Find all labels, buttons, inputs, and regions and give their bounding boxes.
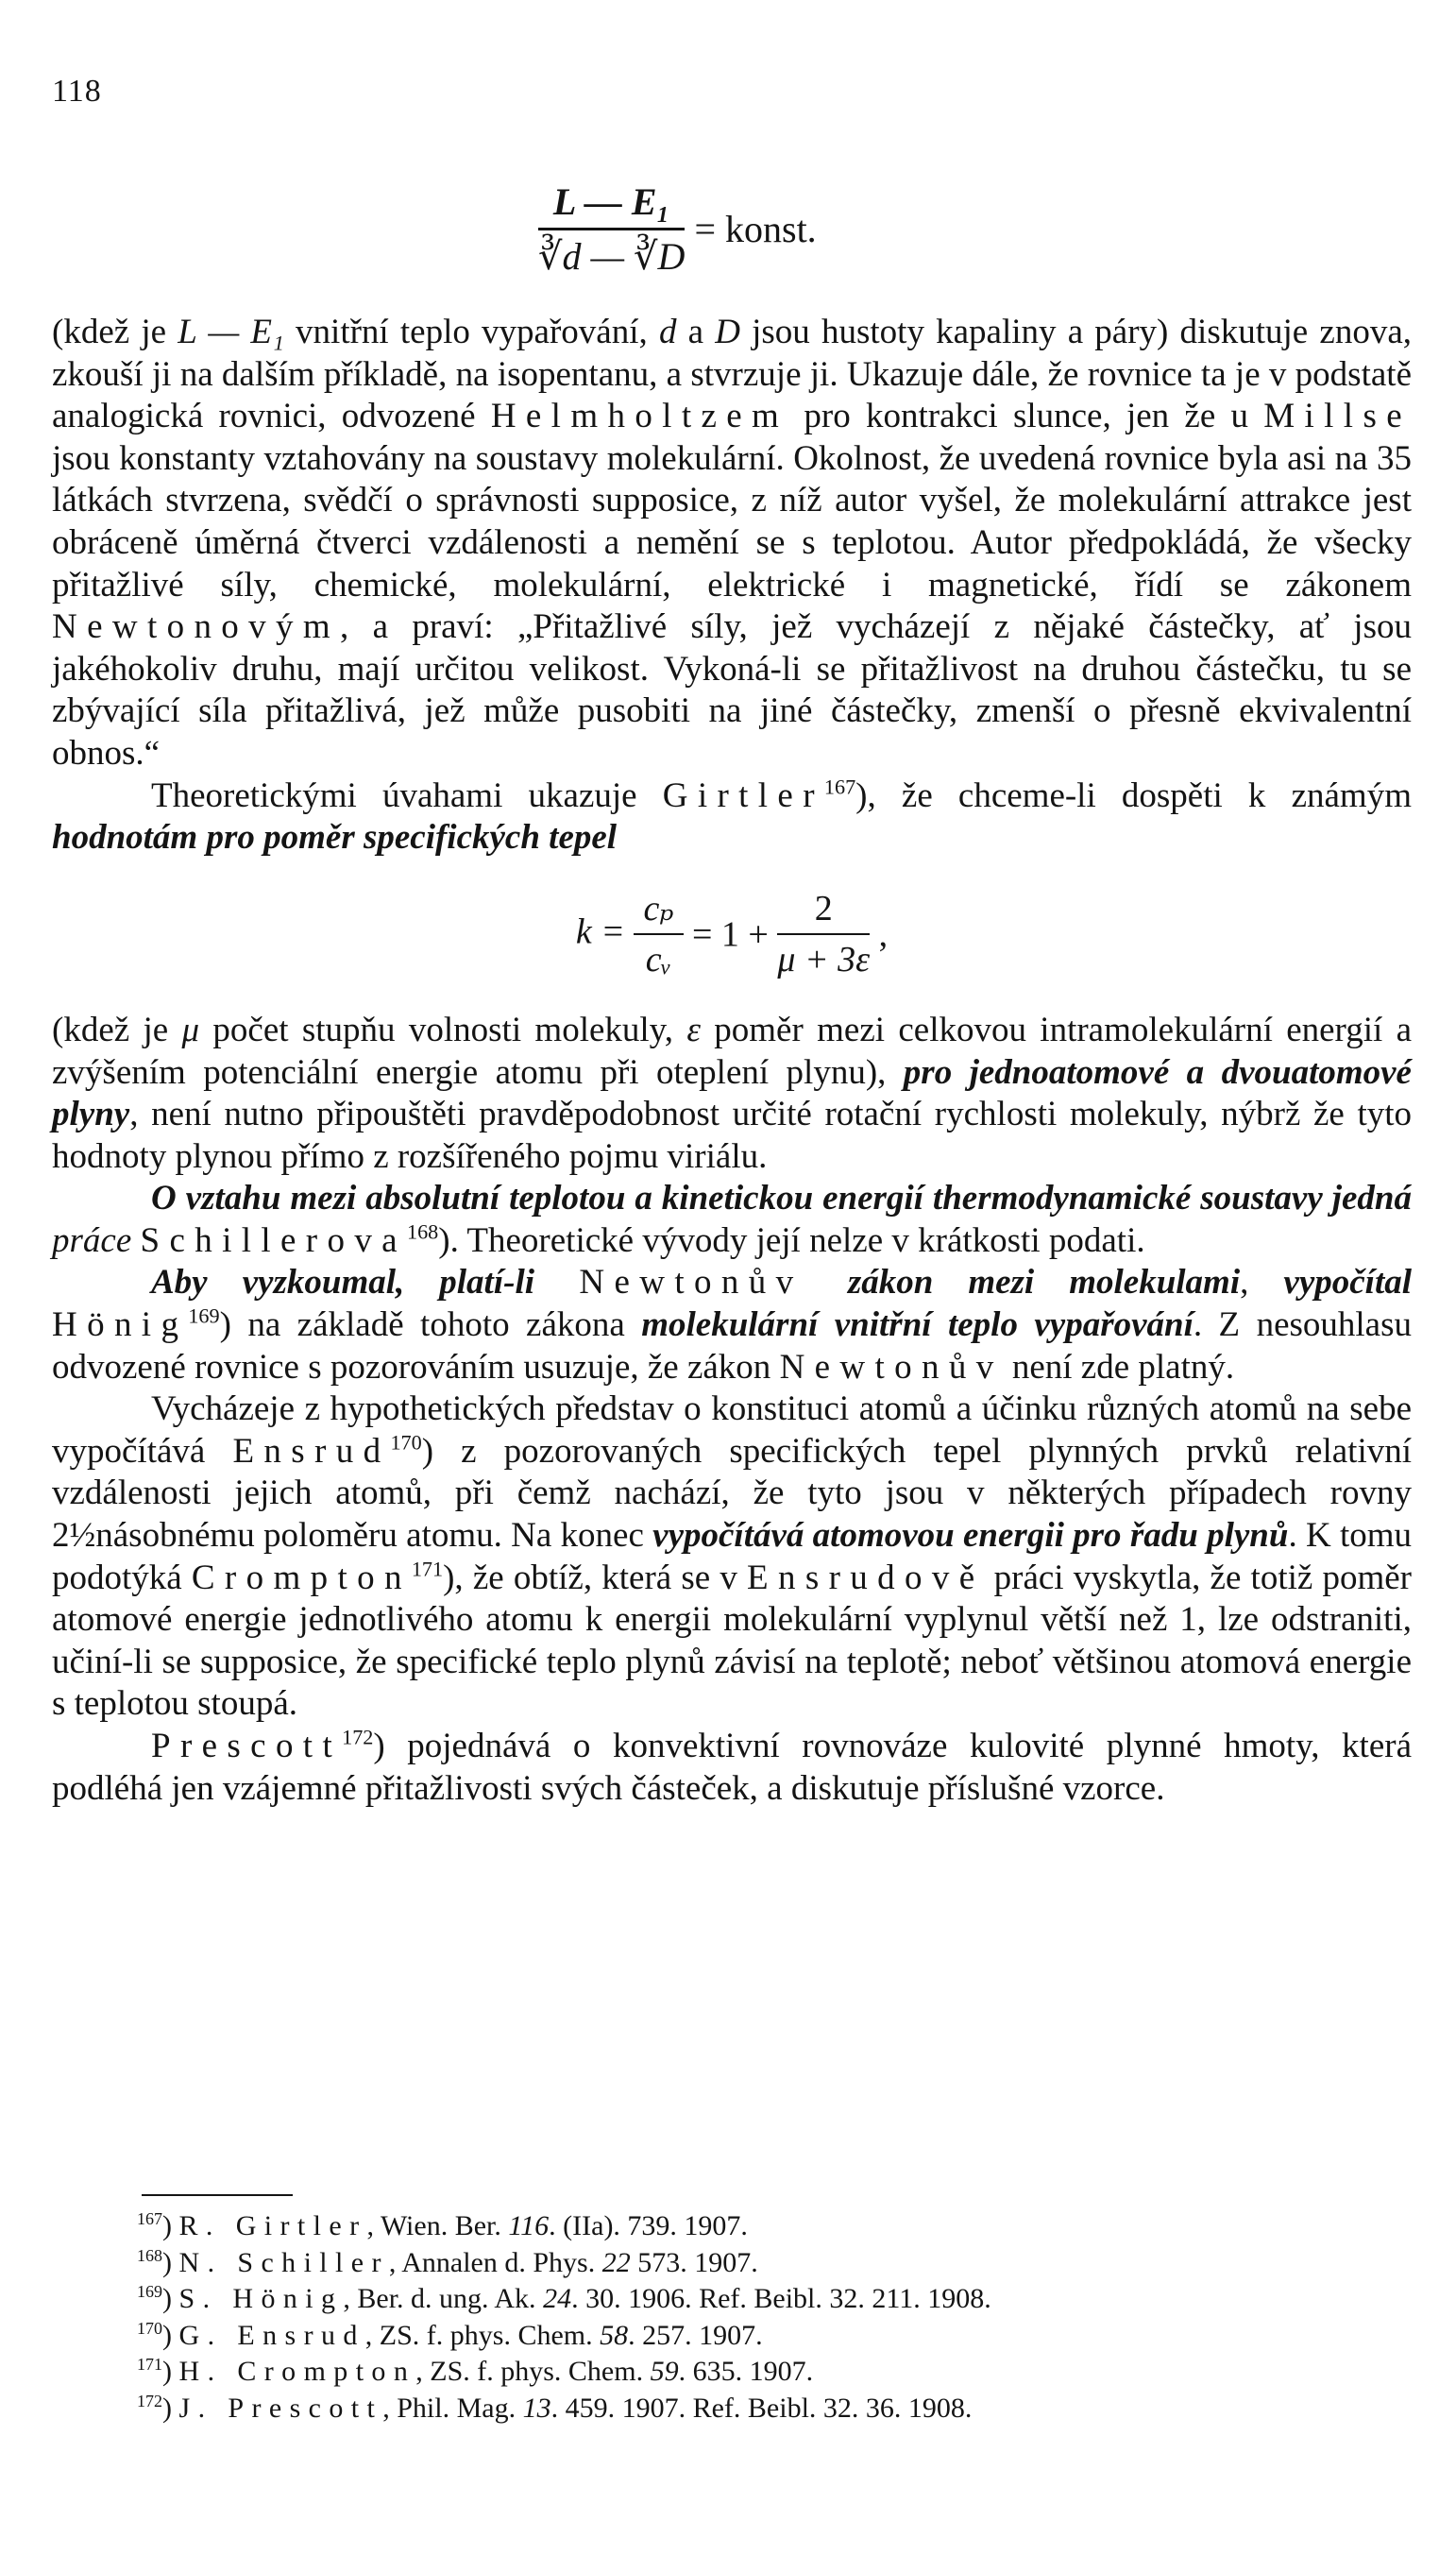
footnote: $^{167}$) R. Girtler, Wien. Ber. 116. (IIa). 739. 1907. (137, 2209, 748, 2241)
paragraph-girtler: Theoretickými úvahami ukazuje Girtler$^{167}$), že chceme-li dospěti k známým hodnotám pro poměr specifických tepel (52, 775, 1412, 858)
main-text (52, 312, 1412, 1810)
footnote: $^{172}$) J. Prescott, Phil. Mag. 13. 459. 1907. Ref. Beibl. 32. 36. 1908. (137, 2391, 973, 2424)
paragraph-prescott: Prescott$^{172}$) pojednává o konvektivní rovnováze kulovité plynné hmoty, která podléhá jen vzájemné přitažlivosti svých částeček, a diskutuje příslušné vzorce. (52, 1725, 1412, 1808)
page-number: 118 (52, 74, 102, 109)
formula-denominator: ∛d — ∛D (538, 235, 686, 278)
footnote: $^{170}$) G. Ensrud, ZS. f. phys. Chem. 58. 257. 1907. (137, 2318, 763, 2351)
formula-numerator: L — E₁ (538, 179, 685, 230)
paragraph-virial: (kdež je μ počet stupňu volnosti molekuly, ε poměr mezi celkovou intramolekulární energií a zvýšením potenciální energie atomu při oteplení plynu), pro jednoatomové a dvouatomové plyny, není nutno připouštěti pravděpodobnost určité rotační rychlosti molekuly, nýbrž že tyto hodnoty plynou přímo z rozšířeného pojmu viriálu. (52, 1010, 1412, 1176)
formula-vaporization (538, 179, 817, 279)
footnotes (137, 2208, 1364, 2427)
paragraph-mills: (kdež je L — E₁ vnitřní teplo vypařování, d a D jsou hustoty kapaliny a páry) diskutuje znova, zkouší ji na dalším příkladě, na isopentanu, a stvrzuje ji. Ukazuje dále, že rovnice ta je v podstatě analogická rovnici, odvozené Helmholtzem pro kontrakci slunce, jen že u Millse jsou konstanty vztahovány na soustavy molekulární. Okolnost, že uvedená rovnice byla asi na 35 látkách stvrzena, svědčí o správnosti supposice, z níž autor vyšel, že molekulární attrakce jest obráceně úměrná čtverci vzdálenosti a nemění se s teplotou. Autor předpokládá, že všecky přitažlivé síly, chemické, molekulární, elektrické i magnetické, řídí se zákonem Newtonovým, a praví: „Přitažlivé síly, jež vycházejí z nějaké částečky, ať jsou jakéhokoliv druhu, mají určitou velikost. Vykoná-li se přitažlivost na druhou částečku, tu se zbývající síla přitažlivá, jež může pusobiti na jiné částečky, zmenší o přesně ekvivalentní obnos.“ (52, 313, 1412, 773)
paragraph-ensrud: Vycházeje z hypothetických představ o konstituci atomů a účinku různých atomů na sebe vypočítává Ensrud$^{170}$) z pozorovaných specifických tepel plynných prvků relativní vzdálenosti jejich atomů, při čemž nachází, že tyto jsou v některých případech rovny 2½násobnému poloměru atomu. Na konec vypočítává atomovou energii pro řadu plynů. K tomu podotýká Crompton$^{171}$), že obtíž, která se v Ensrudově práci vyskytla, že totiž poměr atomové energie jednotlivého atomu k energii molekulární vyplynul větší než 1, lze odstraniti, učiní-li se supposice, že specifické teplo plynů závisí na teplotě; neboť většinou atomová energie s teplotou stoupá. (52, 1389, 1413, 1724)
paragraph-schiller: O vztahu mezi absolutní teplotou a kinetickou energií thermodynamické soustavy jedná práce Schillerova$^{168}$). Theoretické vývody její nelze v krátkosti podati. (52, 1179, 1412, 1260)
footnote: $^{171}$) H. Crompton, ZS. f. phys. Chem. 59. 635. 1907. (137, 2355, 814, 2387)
paragraph-honig: Aby vyzkoumal, platí-li Newtonův zákon mezi molekulami, vypočítal Hönig$^{169}$) na základě tohoto zákona molekulární vnitřní teplo vypařování. Z nesouhlasu odvozené rovnice s pozorováním usuzuje, že zákon Newtonův není zde platný. (52, 1263, 1413, 1387)
footnote: $^{168}$) N. Schiller, Annalen d. Phys. 22 573. 1907. (137, 2245, 758, 2278)
formula-rest: = konst. (694, 208, 817, 250)
footnote-divider (142, 2194, 293, 2196)
footnote: $^{169}$) S. Hönig, Ber. d. ung. Ak. 24. 30. 1906. Ref. Beibl. 32. 211. 1908. (137, 2282, 991, 2314)
formula-specific-heat: k = $\frac{\text{cₚ}}{\text{cᵥ}}$ = 1 + $\frac{2}{\mu + 3\varepsilon}$ , (575, 888, 889, 980)
formula-fraction (538, 179, 685, 279)
